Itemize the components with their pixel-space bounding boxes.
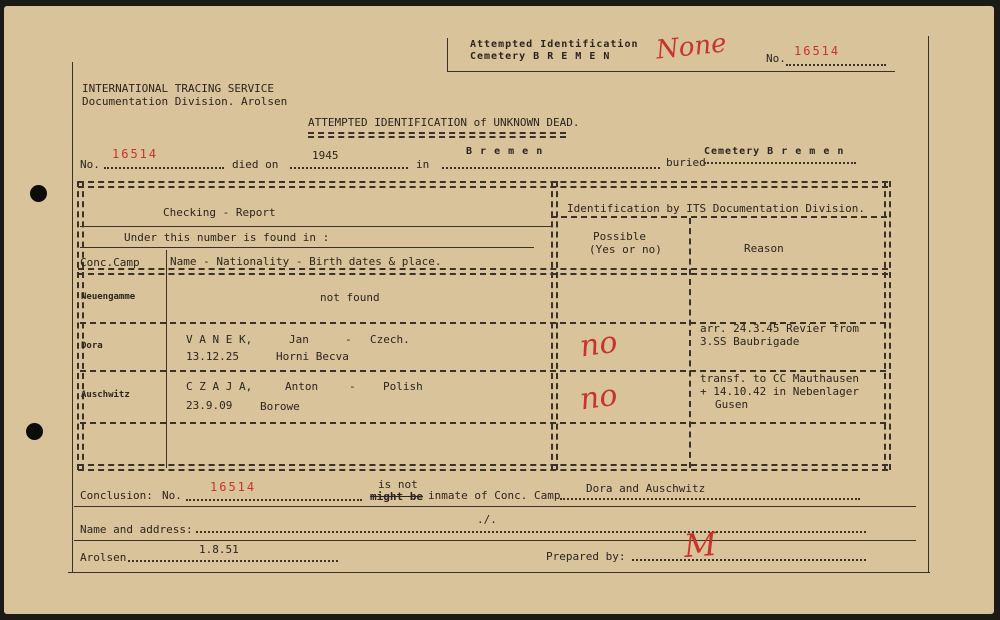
punch-hole-top	[30, 185, 47, 202]
form-title: ATTEMPTED IDENTIFICATION of UNKNOWN DEAD.	[308, 116, 580, 129]
reason-czaja-line-1: transf. to CC Mauthausen	[700, 372, 859, 385]
stamp-number: 16514	[794, 44, 841, 58]
date-dots	[128, 560, 338, 562]
stamp-box-left	[447, 38, 448, 72]
record-number: 16514	[112, 147, 159, 161]
name-address-value: ./.	[477, 513, 497, 526]
org-name: INTERNATIONAL TRACING SERVICE	[82, 82, 275, 95]
burial-cemetery: Cemetery B r e m e n	[704, 146, 845, 157]
reason-vanek-line-1: arr. 24.3.45 Revier from	[700, 322, 859, 335]
row-neuengamme-result: not found	[320, 291, 380, 304]
name-address-rule	[74, 540, 916, 541]
record-no-label: No.	[80, 158, 100, 171]
name-address-dots	[196, 531, 866, 533]
person-vanek-birthplace: Horni Becva	[276, 350, 349, 363]
possible-header: Possible	[593, 230, 646, 243]
stamp-line-1: Attempted Identification	[470, 39, 639, 50]
prepared-by-label: Prepared by:	[546, 550, 626, 563]
person-vanek-nationality: Czech.	[370, 333, 410, 346]
death-year: 1945	[312, 149, 339, 162]
title-underline-1	[308, 132, 566, 134]
person-czaja-surname: C Z A J A,	[186, 380, 253, 393]
stamp-box-bottom	[447, 71, 895, 72]
in-label: in	[416, 158, 430, 171]
camp-auschwitz: Auschwitz	[81, 390, 130, 400]
handwritten-no-czaja: no	[577, 377, 620, 418]
ident-header-rule	[551, 216, 887, 218]
reason-czaja-line-3: Gusen	[715, 398, 749, 411]
conclusion-is-not: is not	[378, 478, 418, 491]
prepared-by-initial: M	[682, 524, 719, 566]
conclusion-camps: Dora and Auschwitz	[586, 482, 706, 495]
conclusion-camps-dots	[560, 498, 860, 500]
column-header-rule	[78, 268, 888, 275]
death-year-dots	[290, 167, 408, 169]
person-czaja-separator: -	[349, 380, 356, 393]
person-czaja-birthplace: Borowe	[260, 400, 300, 413]
handwritten-none: None	[654, 28, 728, 66]
conclusion-inmate-text: inmate of Conc. Camp	[428, 489, 561, 502]
conclusion-no-label: No.	[162, 489, 182, 502]
row-rule-3	[80, 422, 886, 424]
found-in-header: Under this number is found in :	[124, 231, 330, 244]
death-place-dots	[442, 167, 660, 169]
conclusion-label: Conclusion:	[80, 489, 153, 502]
org-division: Documentation Division. Arolsen	[82, 95, 288, 108]
table-divider-checking-ident	[551, 181, 558, 470]
handwritten-no-vanek: no	[577, 324, 620, 365]
name-address-label: Name and address:	[80, 523, 193, 536]
yes-no-header: (Yes or no)	[589, 243, 662, 256]
conclusion-rule	[74, 506, 916, 507]
checking-report-header: Checking - Report	[163, 206, 276, 219]
camp-neuengamme: Neuengamme	[81, 292, 136, 302]
arolsen-label: Arolsen	[80, 551, 127, 564]
conclusion-number: 16514	[210, 480, 257, 494]
person-vanek-dob: 13.12.25	[186, 350, 239, 363]
prepared-date: 1.8.51	[199, 543, 239, 556]
table-divider-camp-name	[166, 250, 167, 468]
reason-header: Reason	[744, 242, 784, 255]
table-right-border	[884, 181, 891, 470]
form-left-border	[72, 62, 73, 572]
name-column-header: Name - Nationality - Birth dates & place.	[170, 255, 442, 268]
checking-header-rule	[80, 226, 552, 227]
person-vanek-separator: -	[345, 333, 352, 346]
record-number-dots	[104, 167, 224, 169]
person-czaja-nationality: Polish	[383, 380, 423, 393]
found-in-rule	[80, 247, 534, 248]
person-czaja-dob: 23.9.09	[186, 399, 233, 412]
conc-camp-column-header: Conc.Camp	[80, 256, 140, 269]
person-vanek-firstname: Jan	[289, 333, 309, 346]
table-left-border	[77, 181, 84, 470]
person-czaja-firstname: Anton	[285, 380, 319, 393]
table-bottom-border	[78, 464, 888, 471]
form-bottom-border	[68, 572, 930, 573]
ident-header: Identification by ITS Documentation Division.	[567, 202, 866, 215]
burial-dots	[704, 162, 856, 164]
camp-dora: Dora	[81, 341, 103, 351]
death-place: B r e m e n	[466, 146, 544, 157]
table-divider-possible-reason	[689, 218, 691, 468]
prepared-by-dots	[632, 559, 866, 561]
punch-hole-bottom	[26, 423, 43, 440]
buried-label: buried	[666, 156, 706, 169]
died-on-label: died on	[232, 158, 279, 171]
reason-vanek-line-2: 3.SS Baubrigade	[700, 335, 800, 348]
conclusion-number-dots	[186, 499, 362, 501]
stamp-number-dots	[786, 64, 886, 66]
form-right-border	[928, 36, 929, 572]
reason-czaja-line-2: + 14.10.42 in Nebenlager	[700, 385, 859, 398]
title-underline-2	[308, 136, 566, 138]
conclusion-struck-might-be: might be	[370, 490, 423, 503]
person-vanek-surname: V A N E K,	[186, 333, 253, 346]
stamp-line-2: Cemetery B R E M E N	[470, 51, 611, 62]
table-top-border	[78, 181, 888, 188]
stamp-no-label: No.	[766, 52, 786, 65]
